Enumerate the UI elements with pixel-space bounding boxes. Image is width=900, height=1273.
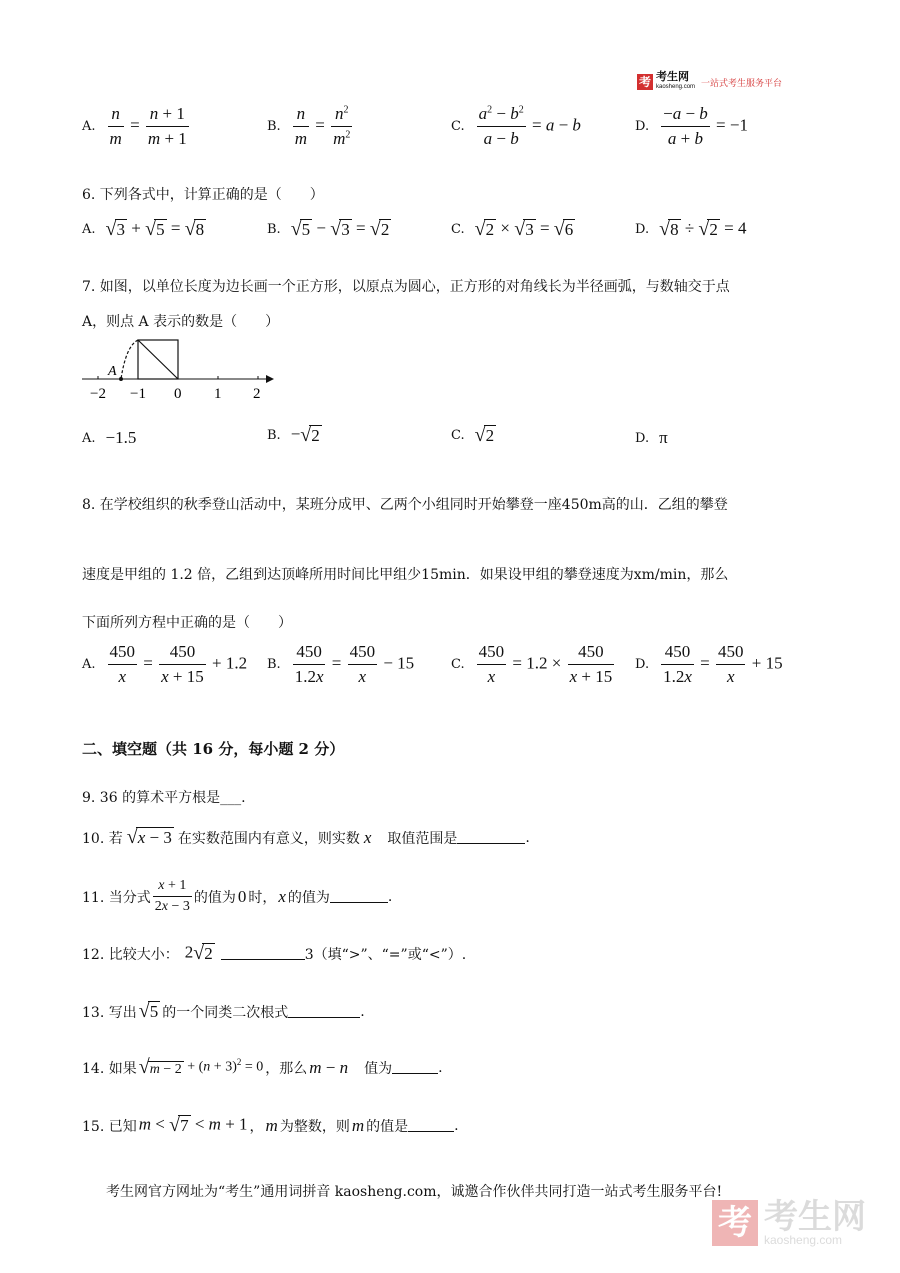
tick-label: 2	[253, 386, 261, 402]
q12: 12. 比较大小： 2√2 3（填“>”、“=”或“<”）.	[82, 942, 467, 964]
q8-line1: 8. 在学校组织的秋季登山活动中，某班分成甲、乙两个小组同时开始攀登一座450m高的山．乙组的攀登	[82, 497, 728, 513]
q9: 9. 36 的算术平方根是___.	[82, 790, 246, 806]
watermark-sub: kaosheng.com	[764, 1233, 843, 1247]
point-a-label: A	[108, 364, 117, 379]
q8-line2: 速度是甲组的 1.2 倍，乙组到达顶峰所用时间比甲组少15min．如果设甲组的攀登速度为xm/min，那么	[82, 567, 729, 583]
q11: 11. 当分式 $\frac{x + 1}{2x - 3}$ 的值为 0 时， x 的值为 .	[82, 878, 393, 914]
logo-text: 考生网	[656, 71, 689, 83]
q6-option-c: C. √2 × √3 = √6	[451, 218, 574, 240]
tick-label: −1	[130, 386, 146, 402]
q6-option-a: A. √3 + √5 = √8	[82, 218, 205, 240]
q7-stem-line2: A，则点 A 表示的数是（ ）	[82, 314, 280, 330]
q8-option-d: D. $\frac{450}{1.2x}$ = $\frac{450}{x}$ + 15	[635, 642, 783, 686]
logo-sub: kaosheng.com	[656, 84, 696, 90]
radius-arc	[121, 340, 138, 379]
q8-option-a: A. $\frac{450}{x}$ = $\frac{450}{x + 15}$ + 1.2	[82, 642, 248, 686]
watermark-logo-icon: 考	[712, 1200, 758, 1246]
number-line-figure	[78, 334, 278, 404]
axis-arrow	[266, 375, 274, 383]
q7-option-a: A. −1.5	[82, 428, 137, 447]
q10: 10. 若 √x − 3 在实数范围内有意义，则实数 x 取值范围是 .	[82, 826, 530, 848]
q14: 14. 如果 $√m - 2 + (n + 3)^2 = 0$ ，那么 m − n 值为 .	[82, 1056, 443, 1078]
q7-option-d: D. π	[635, 428, 668, 447]
square-diagonal	[138, 340, 178, 379]
q13: 13. 写出 √5 的一个同类二次根式 .	[82, 1000, 365, 1022]
q7-option-c: C. √2	[451, 424, 495, 446]
q8-option-c: C. $\frac{450}{x}$ = 1.2 × $\frac{450}{x + 15}$	[451, 642, 613, 686]
q7-stem-line1: 7. 如图，以单位长度为边长画一个正方形，以原点为圆心，正方形的对角线长为半径画弧，与数轴交于点	[82, 279, 730, 295]
watermark	[712, 1200, 866, 1246]
q5-option-d: D. $\frac{-a - b}{a + b}$ = −1	[635, 104, 748, 148]
section2-title: 二、填空题（共 16 分，每小题 2 分）	[82, 740, 345, 758]
header-logo	[637, 72, 782, 92]
q6-stem: 6. 下列各式中，计算正确的是（ ）	[82, 187, 324, 203]
q5-option-b: B. $\frac{n}{m}$ = $\frac{n^2}{m^2}$	[267, 104, 351, 148]
point-a-dot	[119, 377, 123, 381]
header-slogan: 一站式考生服务平台	[701, 77, 783, 88]
q6-option-d: D. √8 ÷ √2 = 4	[635, 218, 747, 240]
q15: 15. 已知 m < √7 < m + 1 ， m 为整数，则 m 的值是 .	[82, 1114, 459, 1136]
tick-label: 1	[214, 386, 222, 402]
q8-option-b: B. $\frac{450}{1.2x}$ = $\frac{450}{x}$ − 15	[267, 642, 415, 686]
q7-option-b: B. −√2	[267, 424, 320, 446]
tick-label: 0	[174, 386, 182, 402]
logo-mark-icon: 考	[638, 75, 651, 89]
q6-option-b: B. √5 − √3 = √2	[267, 218, 390, 240]
q5-option-c: C. $\frac{a^2 - b^2}{a - b}$ = a − b	[451, 104, 581, 148]
q8-line3: 下面所列方程中正确的是（ ）	[82, 615, 292, 631]
watermark-text: 考生网	[764, 1198, 866, 1236]
footer-text: 考生网官方网址为“考生”通用词拼音 kaosheng.com，诚邀合作伙伴共同打造一站式考生服务平台!	[106, 1184, 723, 1200]
q5-option-a: A. $\frac{n}{m}$ = $\frac{n + 1}{m + 1}$	[82, 104, 187, 148]
tick-label: −2	[90, 386, 106, 402]
